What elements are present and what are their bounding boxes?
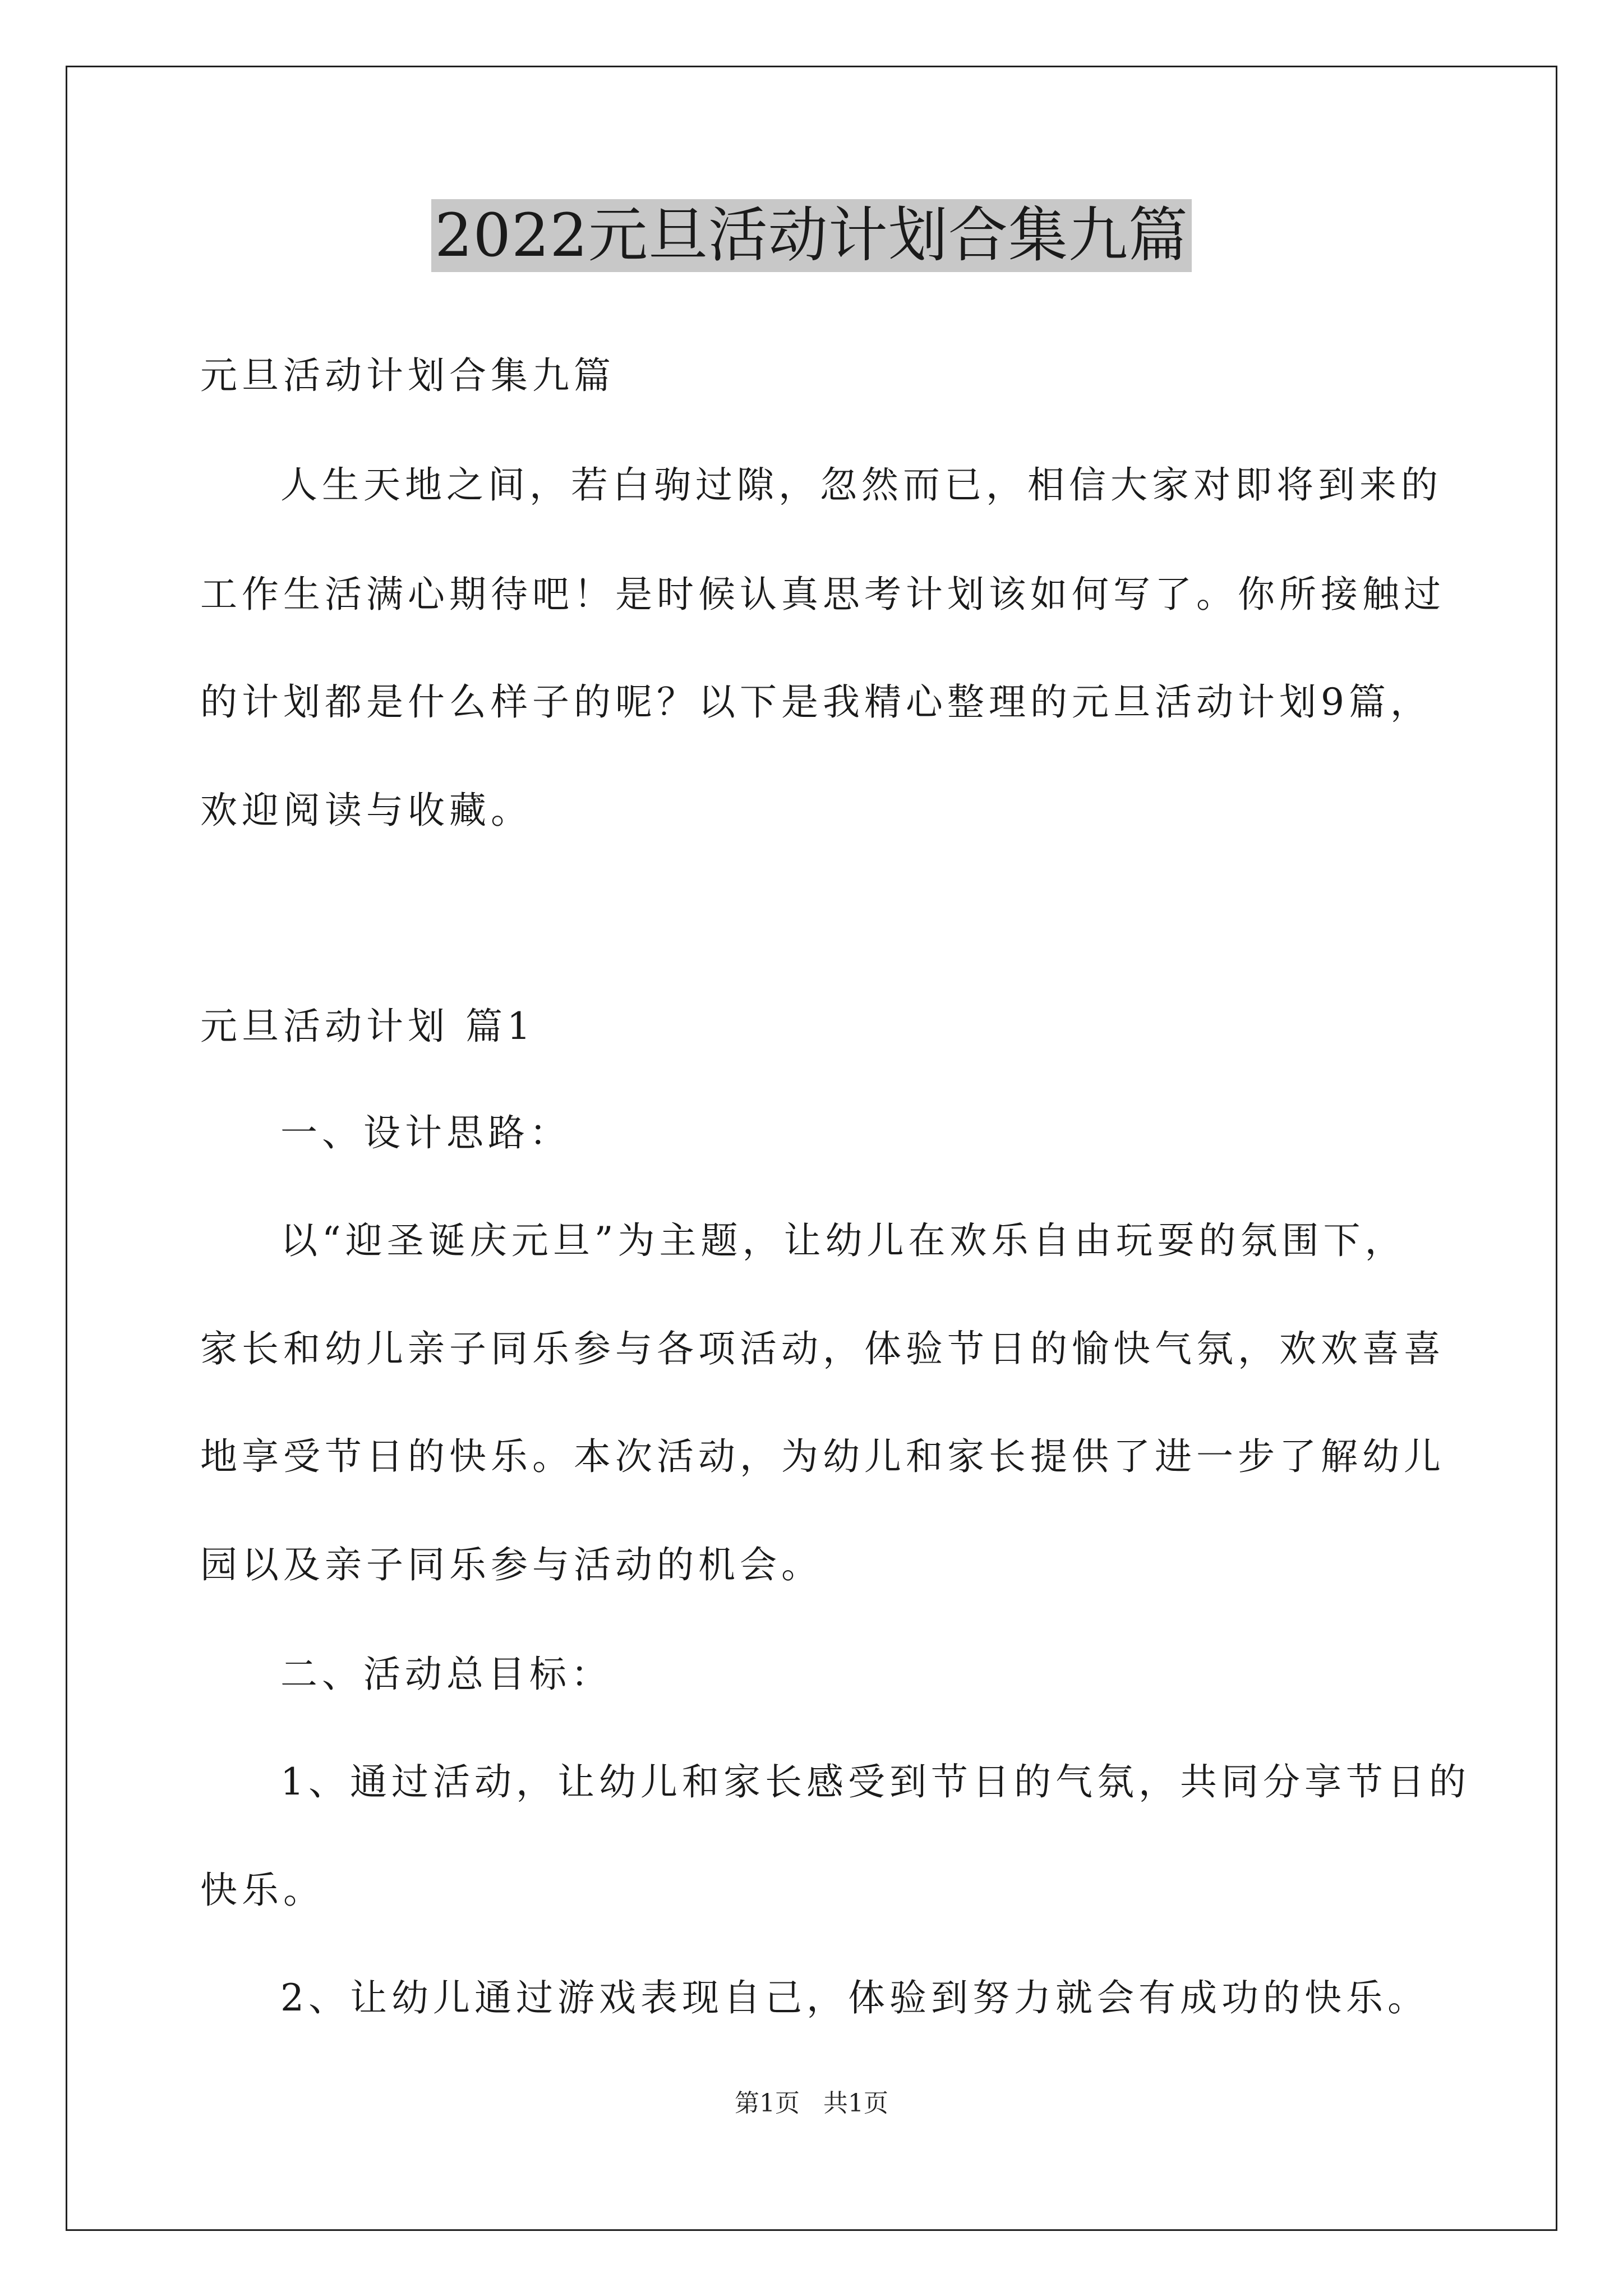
list-item: 1、通过活动，让幼儿和家长感受到节日的气氛，共同分享节日的 bbox=[280, 1760, 1470, 1803]
paragraph-line: 工作生活满心期待吧！是时候认真思考计划该如何写了。你所接触过 bbox=[200, 573, 1445, 616]
paragraph-line: 的计划都是什么样子的呢？以下是我精心整理的元旦活动计划9篇， bbox=[200, 680, 1432, 724]
page-total: 共1页 bbox=[823, 2089, 888, 2118]
paragraph-line: 以“迎圣诞庆元旦”为主题，让幼儿在欢乐自由玩耍的氛围下， bbox=[280, 1219, 1407, 1262]
subtitle-line: 元旦活动计划合集九篇 bbox=[200, 354, 615, 397]
paragraph-line: 欢迎阅读与收藏。 bbox=[200, 789, 532, 832]
title-container bbox=[0, 199, 1623, 272]
paragraph-line: 地享受节日的快乐。本次活动，为幼儿和家长提供了进一步了解幼儿 bbox=[200, 1435, 1445, 1478]
paragraph-line: 园以及亲子同乐参与活动的机会。 bbox=[200, 1543, 823, 1586]
document-title: 2022元旦活动计划合集九篇 bbox=[431, 199, 1192, 272]
paragraph-line: 人生天地之间，若白驹过隙，忽然而已，相信大家对即将到来的 bbox=[280, 463, 1442, 507]
list-item-continuation: 快乐。 bbox=[200, 1869, 325, 1912]
subheading-line: 二、活动总目标： bbox=[280, 1653, 612, 1696]
page-footer bbox=[0, 2088, 1623, 2119]
page-number: 第1页 bbox=[735, 2089, 800, 2118]
list-item: 2、让幼儿通过游戏表现自己，体验到努力就会有成功的快乐。 bbox=[280, 1976, 1429, 2019]
subheading-line: 一、设计思路： bbox=[280, 1111, 571, 1154]
section-heading: 元旦活动计划 篇1 bbox=[200, 1005, 535, 1048]
paragraph-line: 家长和幼儿亲子同乐参与各项活动，体验节日的愉快气氛，欢欢喜喜 bbox=[200, 1327, 1445, 1370]
